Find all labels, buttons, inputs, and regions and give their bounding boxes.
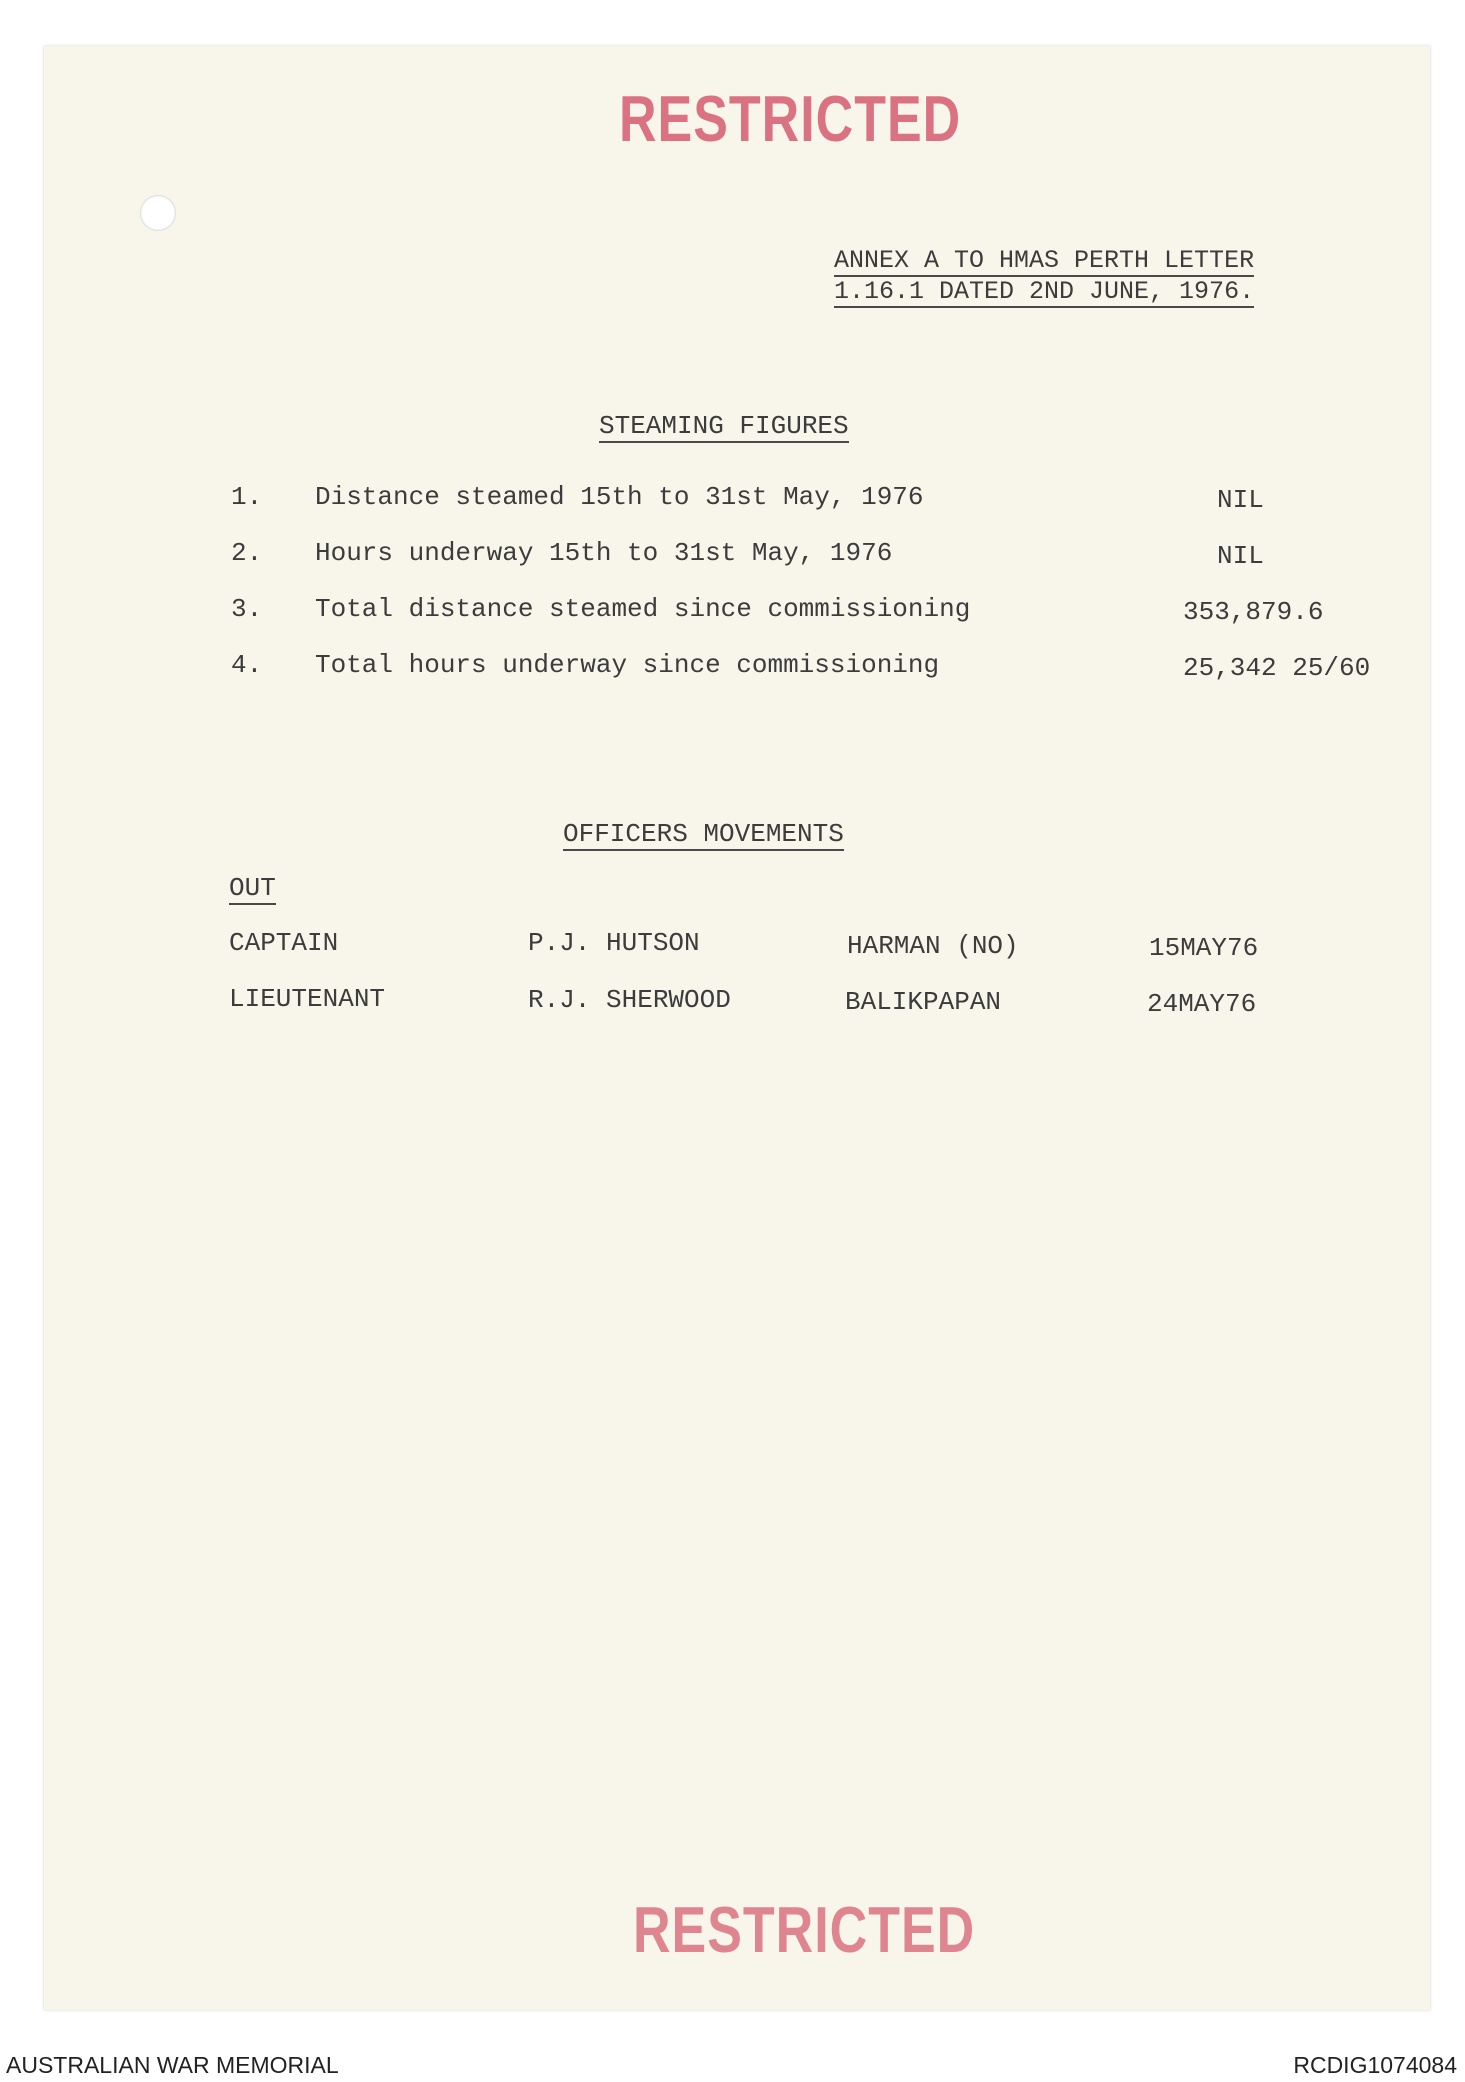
item-value: 353,879.6 (1183, 597, 1324, 627)
footer-record-id: RCDIG1074084 (1293, 2052, 1457, 2078)
item-number: 2. (231, 538, 263, 568)
officer-name: R.J. SHERWOOD (528, 985, 731, 1015)
item-value: NIL (1217, 485, 1264, 515)
steaming-figures-heading: STEAMING FIGURES (599, 411, 849, 441)
item-value: NIL (1217, 541, 1264, 571)
officer-rank: CAPTAIN (229, 928, 339, 958)
item-label: Distance steamed 15th to 31st May, 1976 (315, 482, 924, 512)
item-value: 25,342 25/60 (1183, 653, 1371, 683)
officer-destination: HARMAN (NO) (847, 931, 1019, 961)
officer-date: 15MAY76 (1149, 933, 1259, 963)
out-subheading: OUT (229, 873, 276, 903)
officer-destination: BALIKPAPAN (845, 987, 1002, 1017)
document-page (44, 46, 1430, 2010)
item-label: Total hours underway since commissioning (315, 650, 940, 680)
footer-archive-name: AUSTRALIAN WAR MEMORIAL (6, 2052, 339, 2078)
item-number: 4. (231, 650, 263, 680)
officers-movements-heading: OFFICERS MOVEMENTS (563, 819, 844, 849)
item-number: 1. (231, 482, 263, 512)
reference-line-1: ANNEX A TO HMAS PERTH LETTER (834, 246, 1255, 275)
officer-name: P.J. HUTSON (528, 928, 700, 958)
reference-line-2: 1.16.1 DATED 2ND JUNE, 1976. (834, 277, 1255, 306)
officer-rank: LIEUTENANT (229, 984, 386, 1014)
restricted-stamp-bottom: RESTRICTED (633, 1894, 976, 1967)
punch-hole (140, 195, 176, 231)
item-number: 3. (231, 594, 263, 624)
restricted-stamp-top: RESTRICTED (619, 83, 962, 156)
officer-date: 24MAY76 (1147, 989, 1257, 1019)
item-label: Total distance steamed since commissioning (315, 594, 971, 624)
reference-block (834, 246, 1254, 308)
item-label: Hours underway 15th to 31st May, 1976 (315, 538, 893, 568)
